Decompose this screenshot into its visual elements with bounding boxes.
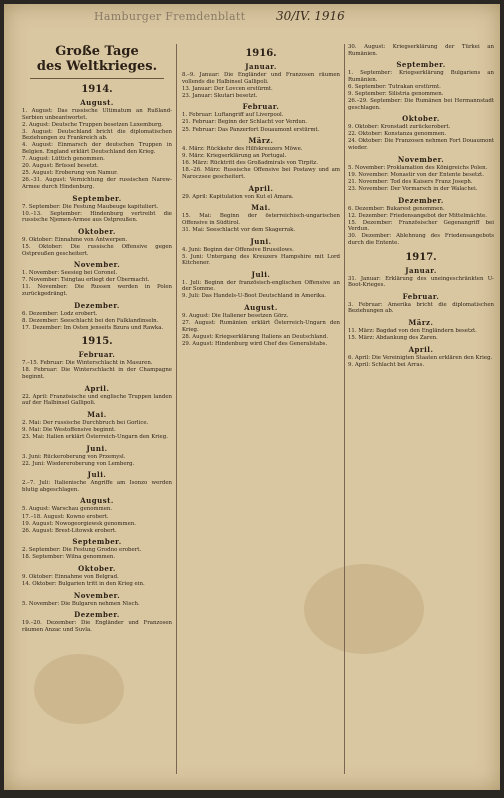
chronology-entry: 21. November: Tod des Kaisers Franz Joseph. [348,178,473,185]
month-heading: September. [72,193,122,203]
month-heading: Januar. [245,62,277,71]
chronology-entry: 5. November: Proklamation des Königreichs Polen. [348,164,488,171]
chronology-entry: 7. September: Die Festung Maubeuge kapituliert. [22,203,159,210]
chronology-entry: 28. August: Kriegserklärung Italiens an Deutschland. [182,333,328,340]
chronology-entry: 27. August: Rumänien erklärt Österreich-Ungarn den Krieg. [182,320,340,333]
masthead: Hamburger Fremdenblatt [94,10,246,23]
chronology-entry: 10.–13. September: Hindenburg vertreibt die russische Njemen-Armee aus Ostpreußen. [22,210,172,224]
chronology-entry: 14. Oktober: Bulgarien tritt in den Krieg ein. [22,581,145,588]
month-heading: November. [73,260,121,270]
chronology-entry: 18. September: Wilna genommen. [22,554,116,561]
year-heading: 1917. [405,251,437,263]
chronology-entry: 9. Oktober: Einnahme von Antwerpen. [22,236,128,243]
chronology-entry: 19.–20. Dezember: Die Engländer und Franzosen räumen Anzac und Suvla. [22,620,172,633]
chronology-entry: 24. Oktober: Die Franzosen nehmen Fort Douaumont wieder. [348,138,494,152]
month-heading: Juni. [250,236,272,246]
month-heading: April. [408,344,434,354]
month-heading: Oktober. [78,564,116,574]
newspaper-clipping [4,4,500,790]
chronology-entry: 7. November: Tsingtau erliegt der Übermacht. [22,277,150,284]
month-heading: November. [73,590,121,600]
chronology-entry: 12. Dezember: Friedensangebot der Mittelmächte. [348,212,488,219]
column-2 [182,48,340,348]
chronology-entry: 2. Mai: Der russische Durchbruch bei Gorlice. [22,419,149,426]
chronology-entry: 22. Oktober: Konstanza genommen. [348,131,447,138]
chronology-entry: 1. Juli: Beginn der französisch-englischen Offensive an der Somme. [182,279,340,293]
chronology-entry: 5. Juni: Untergang des Kreuzers Hampshire mit Lord Kitchener. [182,253,340,267]
chronology-entry: 19. November: Monastir von der Entente besetzt. [348,171,484,178]
column-divider [176,44,177,774]
year-heading: 1915. [81,336,113,348]
chronology-entry: 6. Dezember: Bukarest genommen. [348,205,445,212]
chronology-entry: 3. Februar: Amerika bricht die diplomatischen Beziehungen ab. [348,301,494,315]
month-heading: Juli. [87,470,107,480]
chronology-entry: 7.–15. Februar: Die Winterschlacht in Masuren. [22,360,153,367]
chronology-entry: 2. September: Die Festung Grodno erobert. [22,547,142,554]
article-title [22,44,172,74]
title-line-2: des Weltkrieges. [36,59,158,74]
chronology-entry: 5. August: Warschau genommen. [22,506,113,513]
chronology-entry: 15. Oktober: Die russische Offensive gegen Ostpreußen gescheitert. [22,244,172,257]
chronology-entry: 25. August: Eroberung von Namur. [22,170,118,177]
column-3 [348,44,494,369]
chronology-entry: 4. März: Rückkehr des Hilfskreuzers Möwe. [182,146,303,153]
chronology-entry: 21. Februar: Beginn der Schlacht vor Verdun. [182,119,308,126]
month-heading: September. [72,537,122,547]
chronology-entry: 23. Mai: Italien erklärt Österreich-Ungarn den Krieg. [22,434,168,440]
month-heading: April. [248,183,274,193]
chronology-entry: 16. März: Rücktritt des Großadmirals von Tirpitz. [182,160,318,167]
chronology-entry: 9. Oktober: Einnahme von Belgrad. [22,574,119,581]
month-heading: Februar. [242,102,280,112]
chronology-entry: 25. Februar: Das Panzerfort Douaumont erstürmt. [182,126,320,133]
chronology-entry: 17.–18. August: Kowno erobert. [22,513,109,520]
chronology-entry: 1. Februar: Luftangriff auf Liverpool. [182,112,284,119]
chronology-entry: 9. Juli: Das Handels-U-Boot Deutschland in Amerika. [182,293,327,300]
chronology-entry: 2. August: Deutsche Truppen besetzen Luxemburg. [22,121,163,128]
chronology-entry: 7. August: Lüttich genommen. [22,156,105,163]
chronology-entry: 26. August: Brest-Litowsk erobert. [22,527,117,534]
month-heading: Juni. [86,443,108,453]
chronology-entry: 15. Dezember: Französischer Gegenangriff bei Verdun. [348,219,494,233]
chronology-entry: 17. Dezember: Im Osten jenseits Bzura und Rawka. [22,324,164,331]
chronology-entry: 6. Dezember: Lodz erobert. [22,310,98,317]
chronology-entry: 9. Oktober: Kronstadt zurückerobert. [348,124,451,131]
chronology-entry: 1. August: Das russische Ultimatum an Rußland-Serbien unbeantwortet. [22,108,172,121]
chronology-entry: 3. Juni: Rückeroberung von Przemysl. [22,453,126,460]
chronology-entry: 23. Januar: Skutari besetzt. [182,92,258,99]
month-heading: August. [80,496,114,506]
month-heading: Januar. [405,265,437,275]
chronology-entry: 29. April: Kapitulation von Kut el Amara. [182,193,294,200]
month-heading: September. [396,60,446,70]
column-divider [344,44,345,774]
chronology-entry: 1. November: Seesieg bei Coronel. [22,270,118,277]
chronology-entry: 4. August: Einmarsch der deutschen Truppen in Belgien. England erklärt Deutschland den Krieg. [22,142,172,156]
month-heading: März. [248,136,274,146]
chronology-entry: 15. März: Abdankung des Zaren. [348,335,438,342]
chronology-entry: 6. April: Die Vereinigten Staaten erklären den Krieg. [348,354,493,361]
chronology-entry: 5. November: Die Bulgaren nehmen Nisch. [22,600,140,607]
chronology-entry: 9. September: Silistria genommen. [348,90,444,97]
month-heading: April. [84,383,110,393]
chronology-entry: 8. Dezember: Seeschlacht bei den Falklandinseln. [22,317,159,324]
chronology-entry: 6. September: Tutrakan erstürmt. [348,83,441,90]
chronology-entry: 9. August: Die Italiener besetzen Görz. [182,313,289,320]
year-heading: 1916. [245,48,277,59]
chronology-entry: 22. April: Französische und englische Truppen landen auf der Halbinsel Gallipoli. [22,393,172,407]
month-heading: November. [397,154,445,164]
chronology-entry: 11. November: Die Russen werden in Polen zurückgedrängt. [22,284,172,297]
chronology-entry: 26.–31. August: Vernichtung der russischen Narew-Armee durch Hindenburg. [22,177,172,191]
chronology-entry: 23. November: Der Vormarsch in der Walachei. [348,185,478,192]
month-heading: Mai. [251,203,271,213]
title-rule [30,78,164,79]
month-heading: Mai. [87,409,107,419]
chronology-entry: 8.–9. Januar: Die Engländer und Franzosen räumen vollends die Halbinsel Gallipoli. [182,72,340,85]
month-heading: August. [80,98,114,107]
month-heading: Dezember. [398,195,444,205]
chronology-entry: 19. August: Nowogeorgiewsk genommen. [22,520,137,527]
handwritten-date: 30/IV. 1916 [276,9,345,23]
chronology-entry: 4. Juni: Beginn der Offensive Brussilows. [182,246,294,253]
chronology-entry: 29. August: Hindenburg wird Chef des Generalstabs. [182,340,328,347]
month-heading: Dezember. [74,610,120,620]
column-1 [22,30,172,634]
chronology-entry: 13. Januar: Der Lovcen erstürmt. [182,85,273,92]
chronology-entry: 18. Februar: Die Winterschlacht in der Champagne beginnt. [22,367,172,381]
chronology-entry: 31. Mai: Seeschlacht vor dem Skagerrak. [182,226,296,233]
chronology-entry: 20. August: Brüssel besetzt. [22,163,99,170]
chronology-entry: 3. August: Deutschland bricht die diplomatischen Beziehungen zu Frankreich ab. [22,128,172,142]
chronology-entry: 1. September: Kriegserklärung Bulgariens an Rumänien. [348,70,494,83]
month-heading: Februar. [78,350,116,360]
chronology-entry: 22. Juni: Wiedereroberung von Lemberg. [22,460,135,467]
month-heading: März. [408,317,434,327]
month-heading: Dezember. [74,300,120,310]
chronology-entry: 2.–7. Juli: Italienische Angriffe am Isonzo werden blutig abgeschlagen. [22,480,172,493]
chronology-entry: 11. März: Bagdad von den Engländern besetzt. [348,327,477,334]
chronology-entry: 9. März: Kriegserklärung an Portugal. [182,153,287,160]
month-heading: Februar. [402,291,440,301]
chronology-entry: 30. August: Kriegserklärung der Türkei an Rumänien. [348,44,494,57]
month-heading: Juli. [251,269,271,279]
chronology-entry: 15. Mai: Beginn der österreichisch-ungarischen Offensive in Südtirol. [182,213,340,226]
chronology-entry: 18.–26. März: Russische Offensive bei Postawy und am Naroczsee gescheitert. [182,167,340,181]
month-heading: Oktober. [402,114,440,124]
title-line-1: Große Tage [55,44,139,59]
chronology-entry: 9. Mai: Die Westoffensive beginnt. [22,426,116,433]
year-heading: 1914. [81,84,113,95]
month-heading: Oktober. [78,226,116,236]
chronology-entry: 26.–29. September: Die Rumänen bei Hermannstadt geschlagen. [348,98,494,111]
chronology-entry: 31. Januar: Erklärung des uneingeschränkten U-Boot-Krieges. [348,275,494,289]
chronology-entry: 9. April: Schlacht bei Arras. [348,361,425,368]
chronology-entry: 30. Dezember: Ablehnung des Friedensangebots durch die Entente. [348,233,494,246]
month-heading: August. [244,303,278,313]
